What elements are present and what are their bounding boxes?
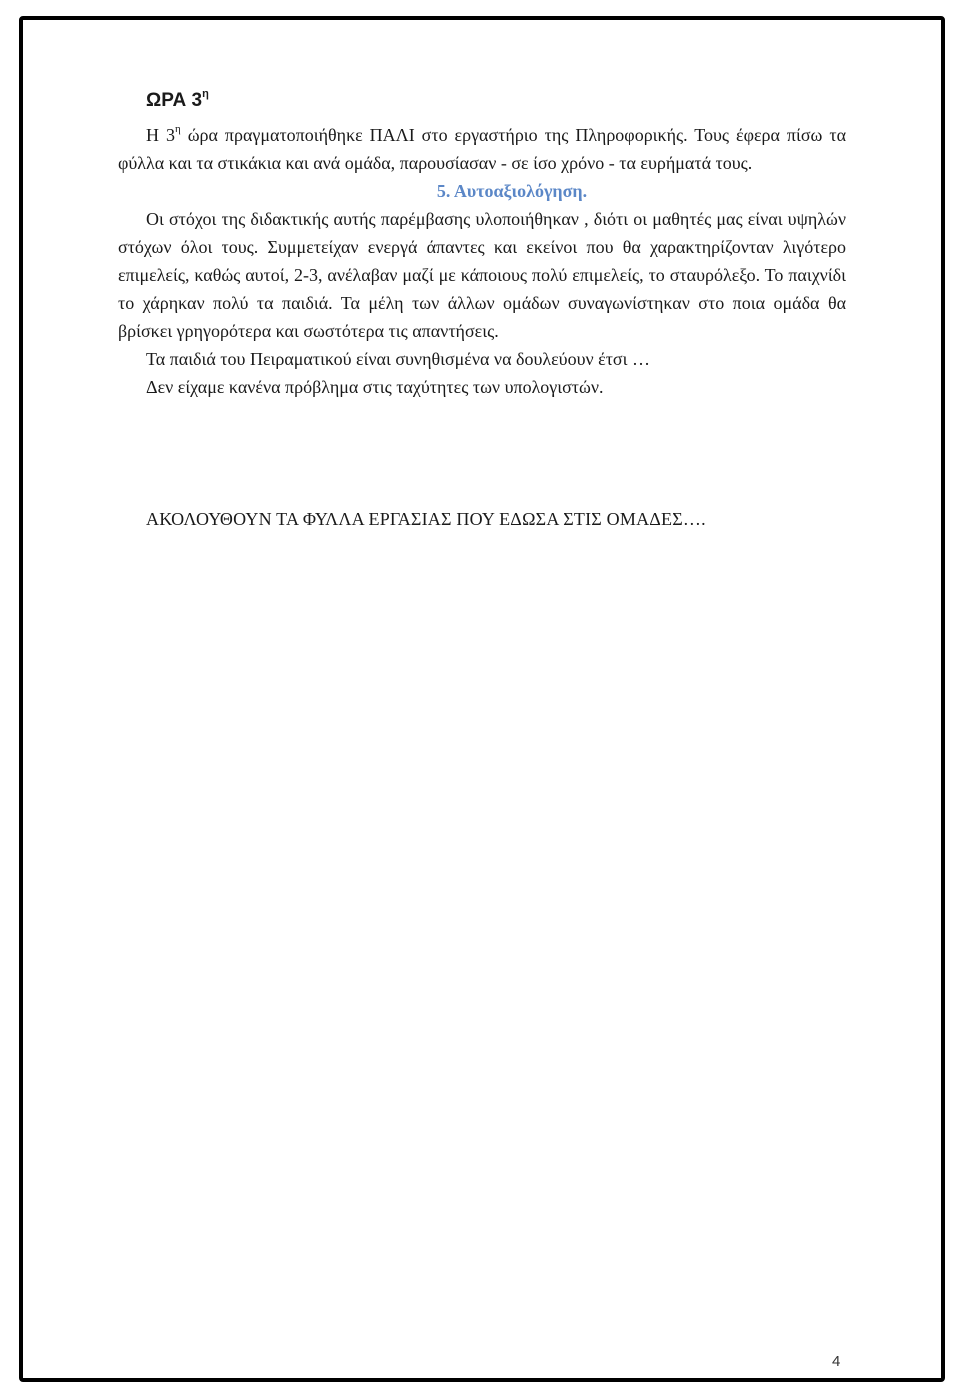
heading-text: ΩΡΑ 3 bbox=[146, 90, 203, 111]
section-heading bbox=[146, 88, 209, 112]
p1-superscript: η bbox=[174, 123, 181, 135]
paragraph-4: Δεν είχαμε κανένα πρόβλημα στις ταχύτητες των υπολογιστών. bbox=[146, 377, 604, 397]
body-text bbox=[118, 115, 846, 401]
p1-rest: ώρα πραγματοποιήθηκε ΠΑΛΙ στο εργαστήριο της Πληροφορικής. Τους έφερα πίσω τα φύλλα και τα στικάκια και ανά ομάδα, παρουσίασαν - σε ίσο χρόνο - τα ευρήματά τους. bbox=[118, 125, 847, 173]
closing-line: ΑΚΟΛΟΥΘΟΥΝ ΤΑ ΦΥΛΛΑ ΕΡΓΑΣΙΑΣ ΠΟΥ ΕΔΩΣΑ ΣΤΙΣ ΟΜΑΔΕΣ…. bbox=[146, 509, 706, 529]
subsection-title: 5. Αυτοαξιολόγηση. bbox=[436, 181, 588, 201]
page-number: 4 bbox=[832, 1353, 841, 1370]
paragraph-2: Οι στόχοι της διδακτικής αυτής παρέμβασης υλοποιήθηκαν , διότι οι μαθητές μας είναι υψηλών στόχων όλοι τους. Συμμετείχαν ενεργά άπαντες και εκείνοι που θα χαρακτηρίζονταν λιγότερο επιμελείς, καθώς αυτοί, 2-3, ανέλαβαν μαζί με κάποιους πολύ επιμελείς, το σταυρόλεξο. Το παιχνίδι το χάρηκαν πολύ τα παιδιά. Τα μέλη των άλλων ομάδων συναγωνίστηκαν στο ποια ομάδα θα βρίσκει γρηγορότερα και σωστότερα τις απαντήσεις. bbox=[118, 209, 846, 341]
heading-superscript: η bbox=[202, 88, 209, 100]
paragraph-3: Τα παιδιά του Πειραματικού είναι συνηθισμένα να δουλεύουν έτσι … bbox=[146, 349, 650, 369]
p1-prefix: Η 3 bbox=[146, 125, 175, 145]
paragraph-1 bbox=[118, 115, 846, 177]
